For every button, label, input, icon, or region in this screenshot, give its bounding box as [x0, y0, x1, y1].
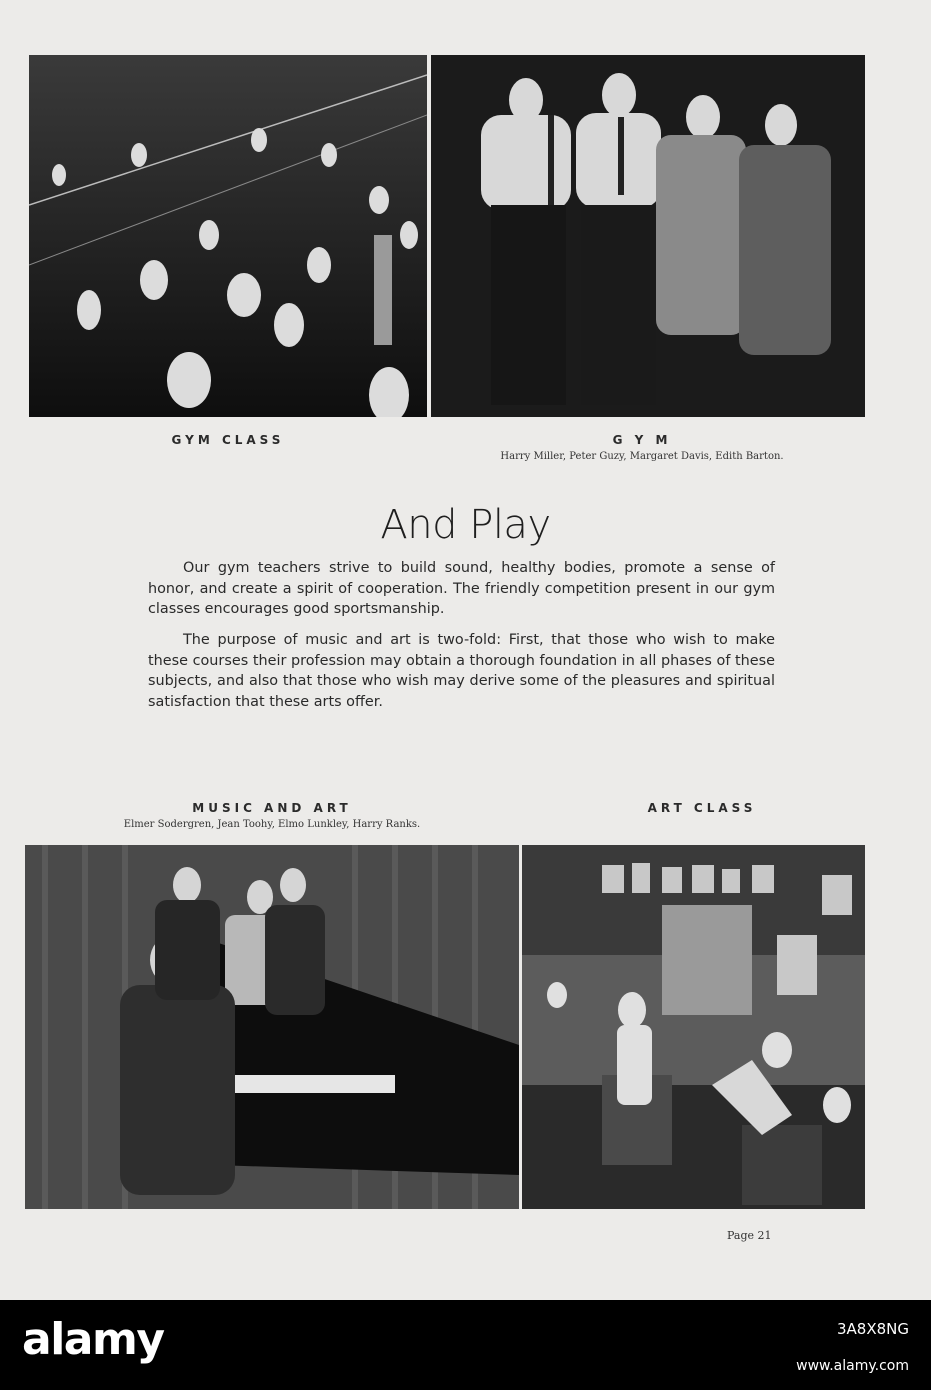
art-class-photo — [522, 845, 865, 1209]
gym-teachers-photo — [431, 55, 865, 417]
art-class-caption: ART CLASS — [647, 801, 757, 815]
footer-image-id: 3A8X8NG — [836, 1320, 909, 1338]
watermark-footer — [0, 1300, 931, 1390]
gym-class-photo — [29, 55, 427, 417]
music-art-caption-names: Elmer Sodergren, Jean Toohy, Elmo Lunkley, Harry Ranks. — [123, 819, 421, 830]
gym-caption-names: Harry Miller, Peter Guzy, Margaret Davis, Edith Barton. — [500, 451, 784, 462]
paragraph-gym: Our gym teachers strive to build sound, healthy bodies, promote a sense of honor, and create a spirit of cooperation. The friendly competition present in our gym classes encourages good sportsmanship. — [148, 560, 775, 617]
music-art-caption: MUSIC AND ART — [192, 801, 352, 815]
gym-class-caption: GYM CLASS — [171, 433, 285, 447]
paragraph-music-art: The purpose of music and art is two-fold: First, that those who wish to make these courses their profession may obtain a thorough foundation in all phases of these subjects, and also that those who wish may derive some of the pleasures and spiritual satisfaction that these arts offer. — [148, 632, 775, 710]
footer-logo: alamy — [22, 1314, 164, 1365]
page-number: Page 21 — [727, 1229, 772, 1242]
music-art-photo — [25, 845, 519, 1209]
footer-url: www.alamy.com — [796, 1358, 909, 1374]
page-heading: And Play — [380, 502, 551, 548]
gym-caption: G Y M — [612, 433, 672, 447]
